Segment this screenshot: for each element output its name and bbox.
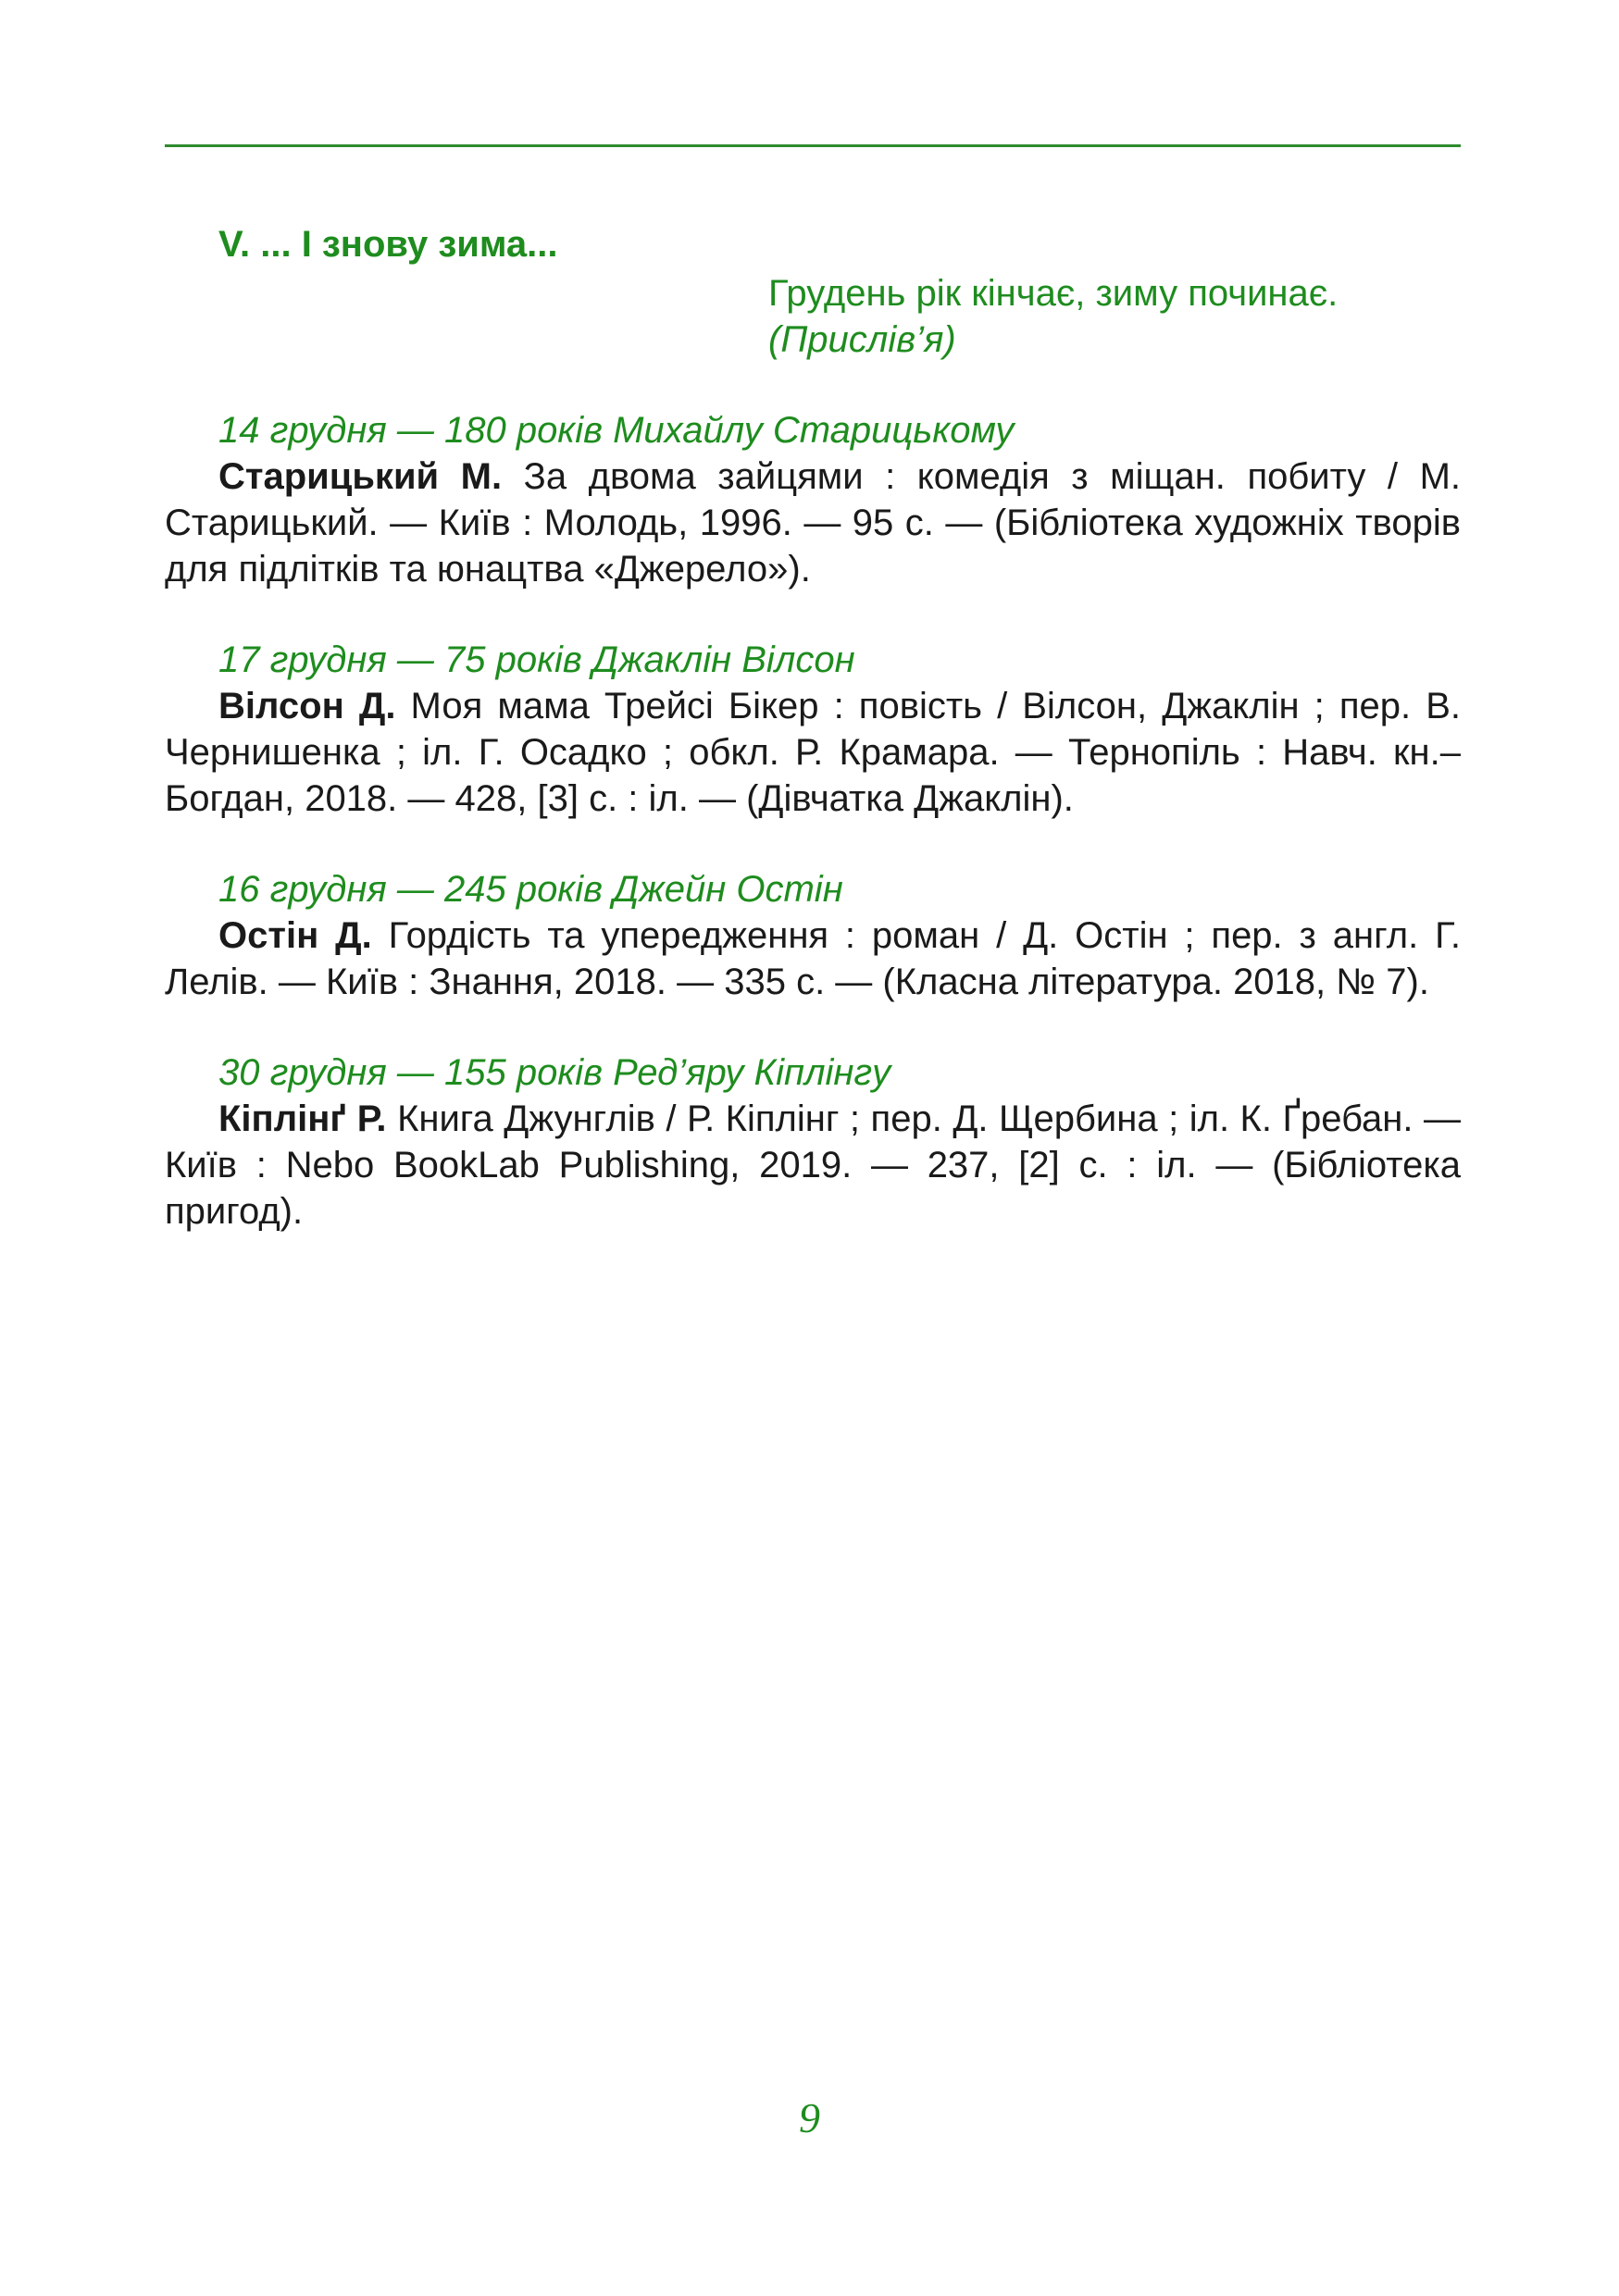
anniversary-date: 16 грудня — 245 років Джейн Остін: [218, 869, 843, 910]
entry-description: За двома зайцями : комедія з міщан. побиту / М. Старицький. — Київ : Молодь, 1996. — 95 с. — (Бібліотека художніх творів для підлітків та юнацтва «Джерело»).: [165, 456, 1462, 590]
entry-author: Кіплінґ Р.: [218, 1098, 387, 1139]
entry-description: Книга Джунглів / Р. Кіплінг ; пер. Д. Щербина ; іл. К. Ґребан. — Київ : Nebo BookLab Publishing, 2019. — 237, [2] с. : іл. — (Бібліотека пригод).: [165, 1098, 1462, 1232]
page-number: 9: [799, 2094, 820, 2141]
epigraph-source: (Прислів’я): [768, 319, 956, 360]
bibliography-list: [165, 407, 1461, 1279]
bibliography-record: [165, 683, 1461, 822]
header-divider: [165, 144, 1461, 147]
anniversary-date: 17 грудня — 75 років Джаклін Вілсон: [218, 639, 855, 680]
entry-author: Остін Д.: [218, 915, 372, 956]
epigraph: [768, 270, 1338, 363]
bibliography-record: [165, 1096, 1461, 1235]
entry-description: Гордість та упередження : роман / Д. Остін ; пер. з англ. Г. Лелів. — Київ : Знання, 2018. — 335 с. — (Класна література. 2018, № 7).: [165, 915, 1461, 1002]
bibliography-entry: [165, 1049, 1461, 1235]
entry-description: Моя мама Трейсі Бікер : повість / Вілсон, Джаклін ; пер. В. Чернишенка ; іл. Г. Осадко ; обкл. Р. Крамара. — Тернопіль : Навч. кн.–Богдан, 2018. — 428, [3] с. : іл. — (Дівчатка Джаклін).: [165, 686, 1462, 819]
bibliography-entry: [165, 407, 1461, 592]
entry-author: Вілсон Д.: [218, 686, 396, 726]
entry-author: Старицький М.: [218, 456, 503, 497]
bibliography-entry: [165, 637, 1461, 822]
section-heading: V. ... І знову зима...: [218, 224, 558, 265]
bibliography-record: [165, 453, 1461, 592]
anniversary-date: 14 грудня — 180 років Михайлу Старицькому: [218, 410, 1015, 451]
bibliography-entry: [165, 866, 1461, 1005]
epigraph-quote: Грудень рік кінчає, зиму починає.: [768, 273, 1339, 314]
bibliography-record: [165, 912, 1461, 1005]
anniversary-date: 30 грудня — 155 років Ред’яру Кіплінгу: [218, 1052, 891, 1093]
